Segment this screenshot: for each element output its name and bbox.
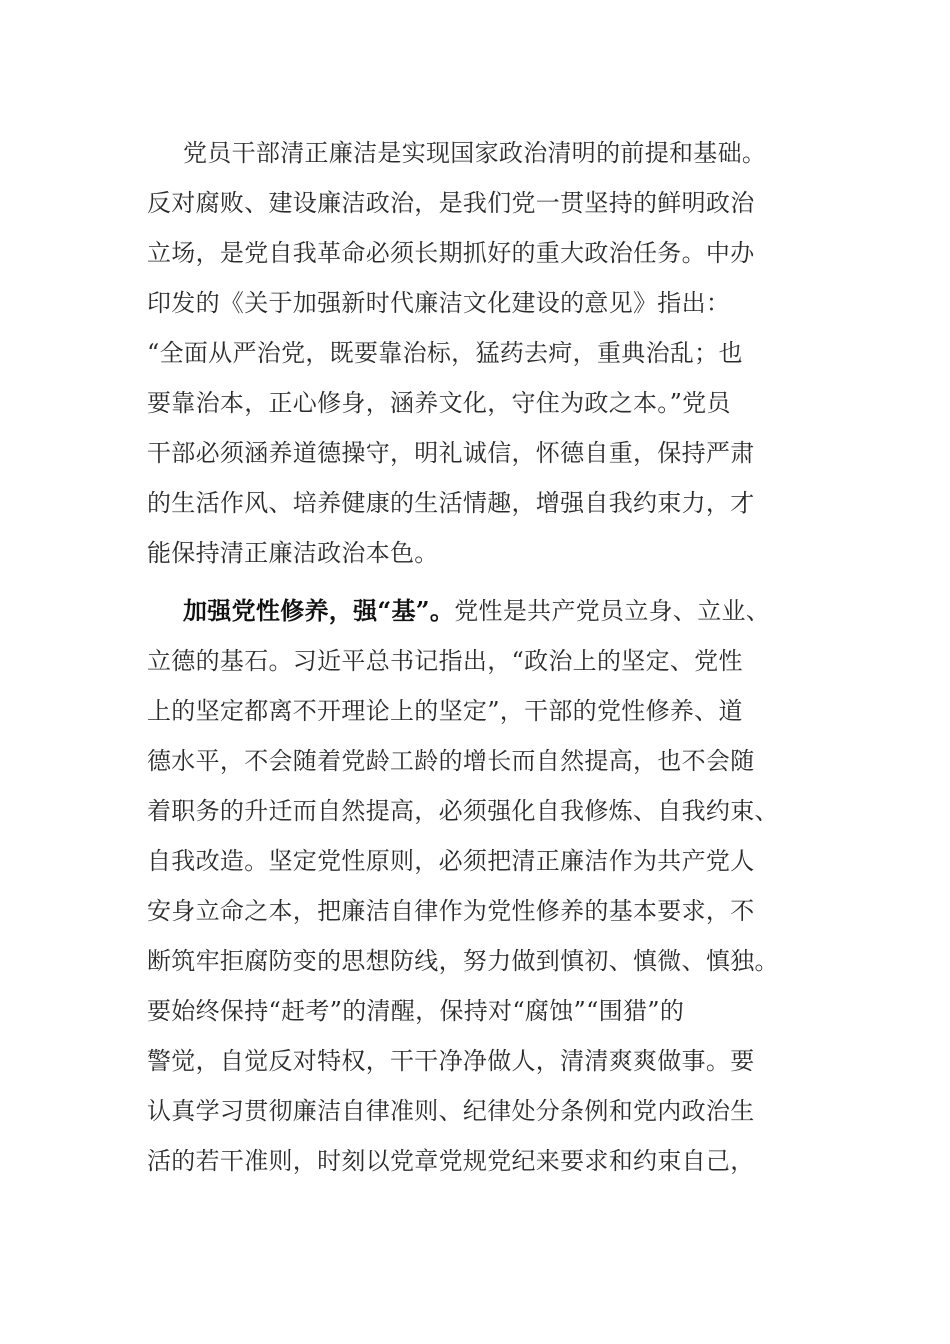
text-line-with-heading — [183, 586, 770, 636]
text-line: 断筑牢拒腐防变的思想防线，努力做到慎初、慎微、慎独。 — [147, 947, 779, 975]
text-line: 认真学习贯彻廉洁自律准则、纪律处分条例和党内政治生 — [147, 1097, 755, 1125]
text-line: 要靠治本，正心修身，涵养文化，守住为政之本。”党员 — [147, 389, 731, 417]
text-line: 印发的《关于加强新时代廉洁文化建设的意见》指出： — [147, 289, 731, 317]
text-line: 要始终保持“赶考”的清醒，保持对“腐蚀”“围猎”的 — [147, 997, 685, 1025]
text-line: 警觉，自觉反对特权，干干净净做人，清清爽爽做事。要 — [147, 1047, 755, 1075]
heading-line-text: 党性是共产党员立身、立业、 — [454, 597, 771, 625]
text-line: “全面从严治党，既要靠治标，猛药去疴，重典治乱；也 — [147, 339, 743, 367]
text-line: 立德的基石。习近平总书记指出，“政治上的坚定、党性 — [147, 647, 743, 675]
text-line: 安身立命之本，把廉洁自律作为党性修养的基本要求，不 — [147, 897, 755, 925]
text-line: 立场，是党自我革命必须长期抓好的重大政治任务。中办 — [147, 239, 755, 267]
text-line: 能保持清正廉洁政治本色。 — [147, 539, 439, 567]
text-line: 反对腐败、建设廉洁政治，是我们党一贯坚持的鲜明政治 — [147, 189, 755, 217]
text-line: 的生活作风、培养健康的生活情趣，增强自我约束力，才 — [147, 489, 755, 517]
text-line: 党员干部清正廉洁是实现国家政治清明的前提和基础。 — [183, 139, 767, 167]
text-line: 干部必须涵养道德操守，明礼诚信，怀德自重，保持严肃 — [147, 439, 755, 467]
section-heading: 加强党性修养，强“基”。 — [183, 596, 455, 625]
text-line: 上的坚定都离不开理论上的坚定”，干部的党性修养、道 — [147, 697, 743, 725]
text-line: 德水平，不会随着党龄工龄的增长而自然提高，也不会随 — [147, 747, 755, 775]
text-line: 自我改造。坚定党性原则，必须把清正廉洁作为共产党人 — [147, 847, 755, 875]
text-line: 活的若干准则，时刻以党章党规党纪来要求和约束自己， — [147, 1147, 755, 1175]
text-line: 着职务的升迁而自然提高，必须强化自我修炼、自我约束、 — [147, 797, 779, 825]
